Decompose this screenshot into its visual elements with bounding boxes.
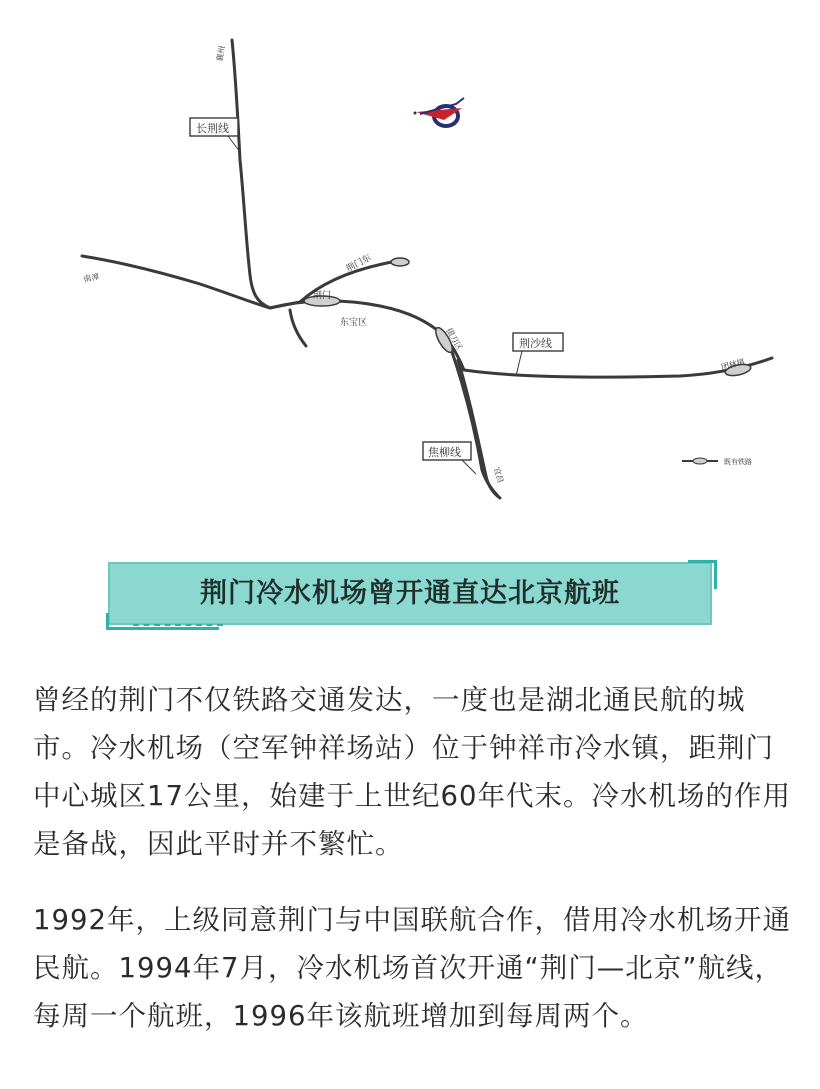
label-changjing-line: 长荆线 — [196, 122, 229, 135]
section-heading — [108, 562, 715, 628]
label-boxes — [190, 118, 563, 460]
label-jingmen-east: 荆门东 — [344, 253, 374, 275]
legend-station — [693, 458, 707, 464]
map-text — [82, 45, 746, 484]
label-south-end: 宜昌 — [492, 466, 505, 484]
label-tuanlin: 团林镇 — [720, 357, 746, 372]
label-west-end: 南漳 — [82, 271, 101, 284]
article-paragraph-2: 1992年，上级同意荆门与中国联航合作，借用冷水机场开通民航。1994年7月，冷水机场首次开通“荆门—北京”航线，每周一个航班，1996年该航班增加到每周两个。 — [33, 904, 791, 1032]
legend-label: 既有铁路 — [724, 458, 752, 466]
stations — [304, 258, 752, 378]
label-jingsha-line: 荆沙线 — [519, 337, 552, 350]
rail-west — [82, 256, 300, 308]
rail-dongbao-spur — [290, 310, 306, 346]
station-jingmen-east — [391, 258, 409, 266]
label-jingmen: 荆门 — [313, 291, 332, 301]
railway-map — [0, 0, 820, 540]
rail-south-2 — [458, 360, 500, 498]
compass-icon — [414, 98, 465, 126]
rail-north — [232, 40, 270, 308]
section-title: 荆门冷水机场曾开通直达北京航班 — [200, 578, 620, 609]
article-paragraph-1: 曾经的荆门不仅铁路交通发达，一度也是湖北通民航的城市。冷水机场（空军钟祥场站）位于钟祥市冷水镇，距荆门中心城区17公里，始建于上世纪60年代末。冷水机场的作用是备战，因此平时并不繁忙。 — [33, 684, 791, 860]
label-duodao: 掇刀区 — [444, 326, 465, 352]
map-legend — [682, 457, 752, 466]
label-north-end: 襄州 — [215, 45, 227, 63]
label-dongbao: 东宝区 — [340, 318, 368, 328]
rail-lines — [82, 40, 772, 498]
label-jiaoliu-line: 焦柳线 — [428, 446, 461, 459]
